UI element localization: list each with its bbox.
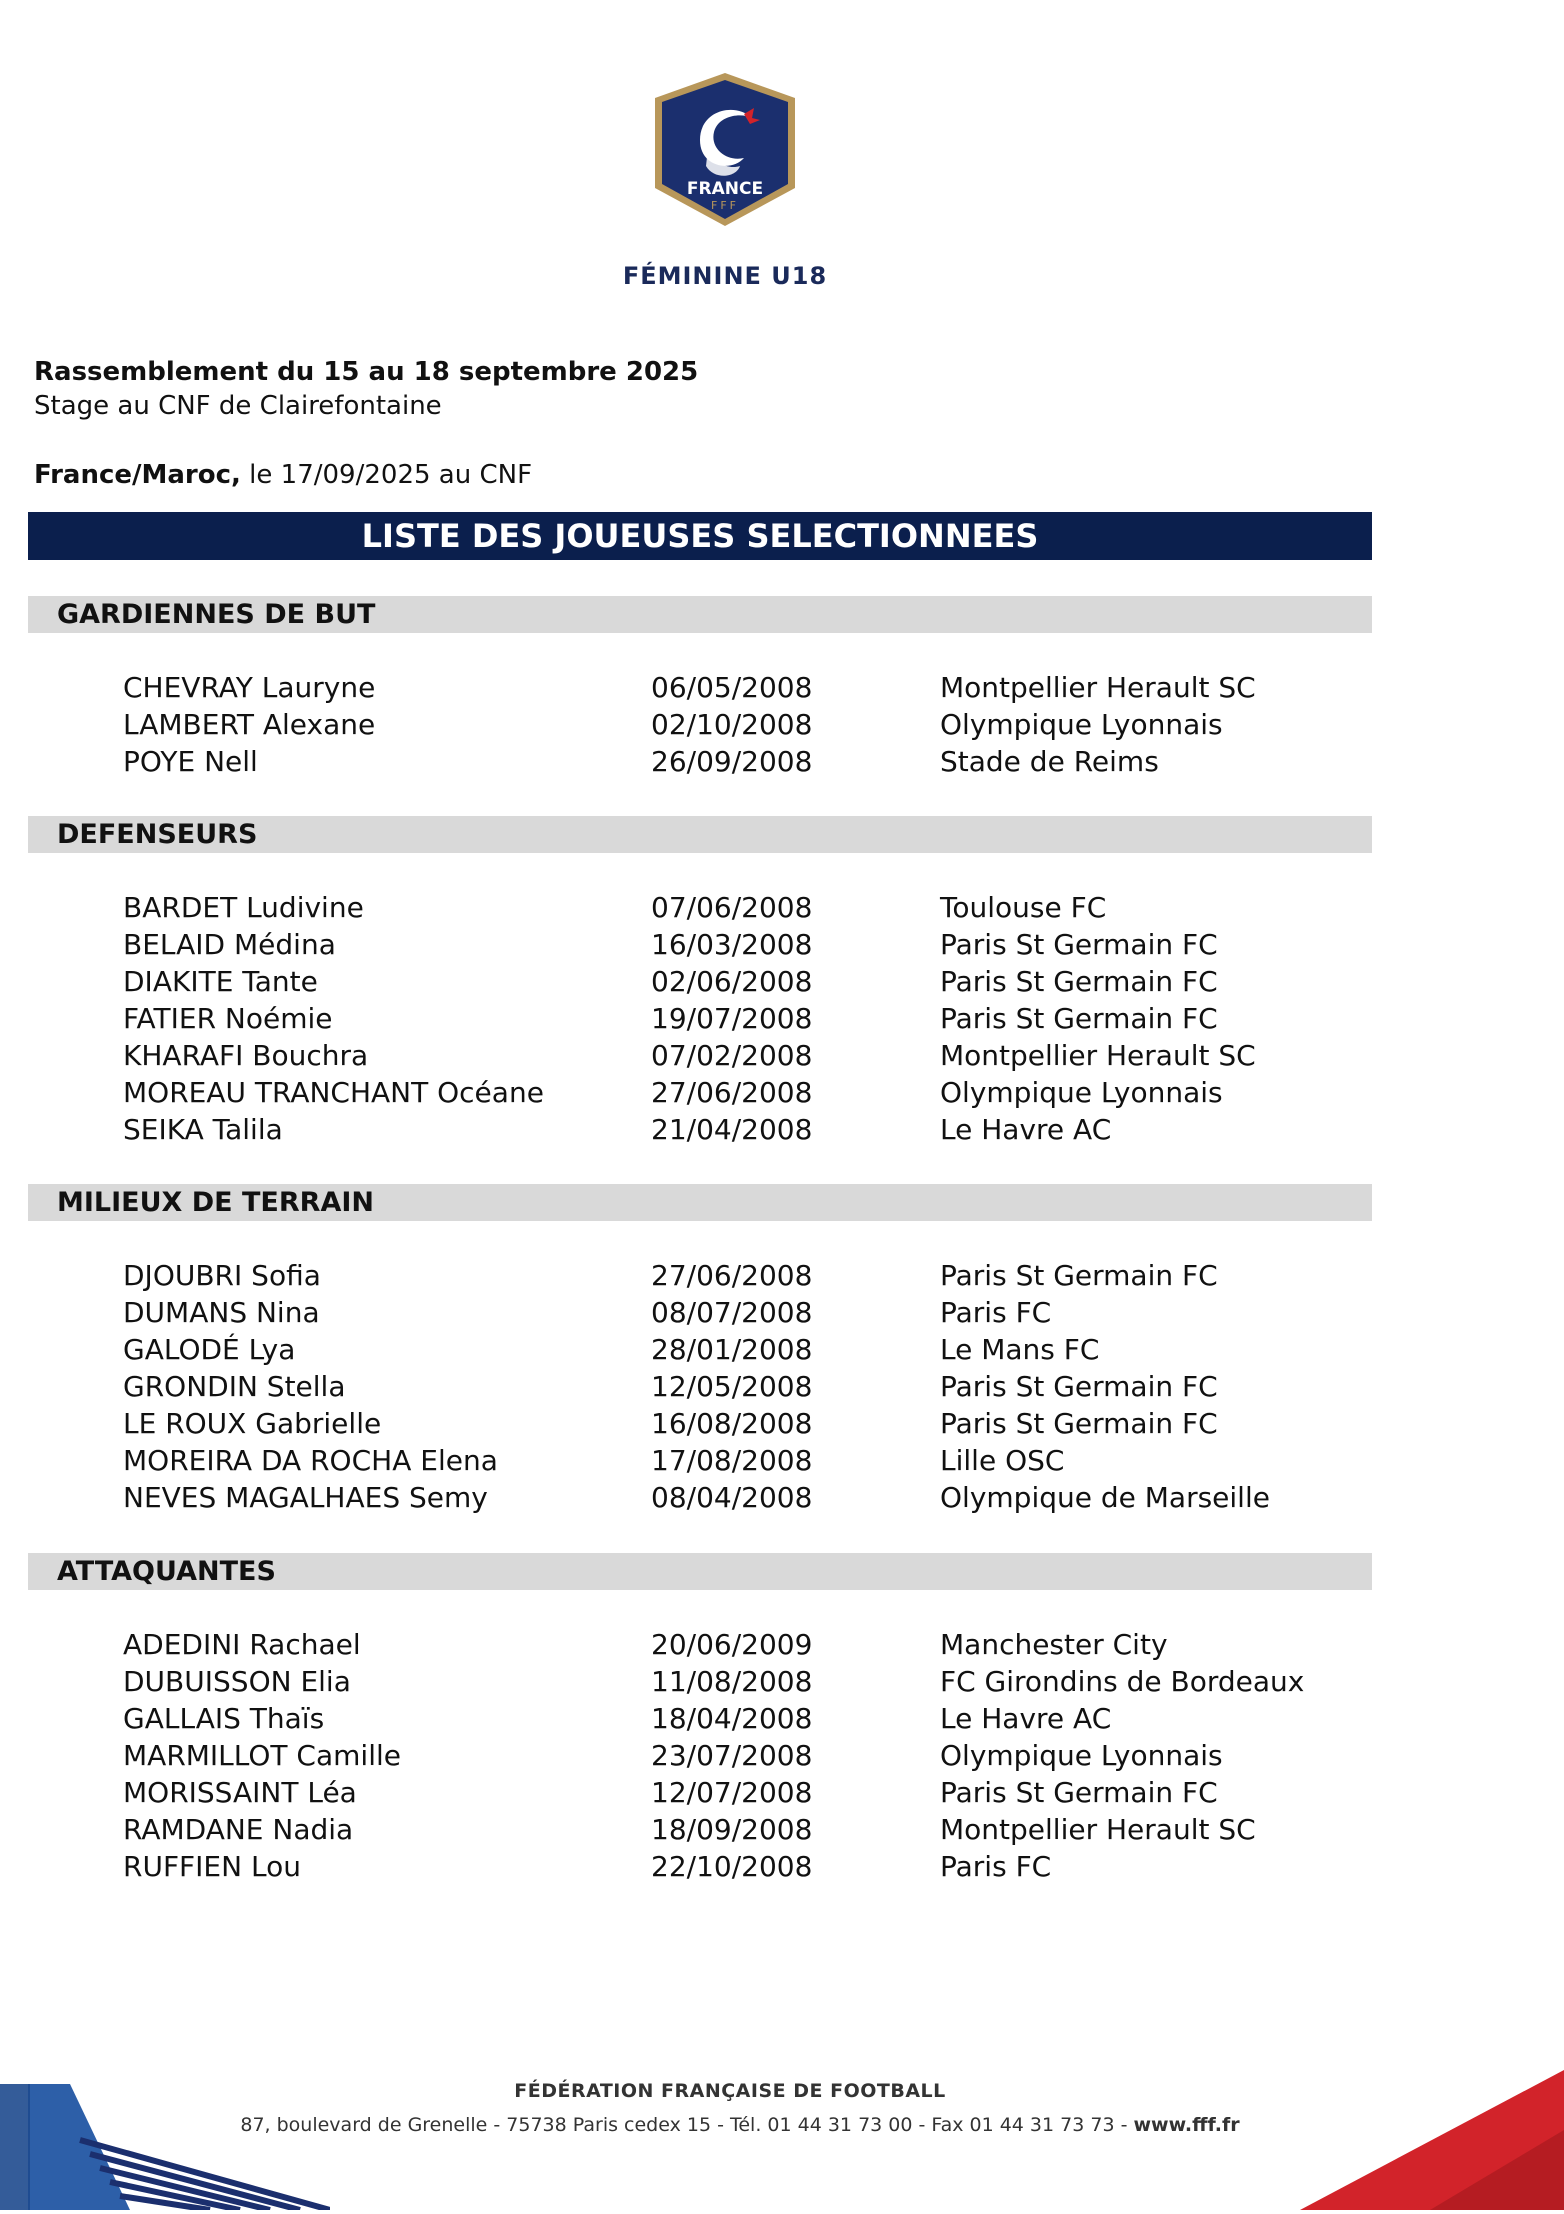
player-name: CHEVRAY Lauryne	[123, 671, 376, 704]
footer-website: www.fff.fr	[1133, 2114, 1240, 2136]
player-birthdate: 12/07/2008	[651, 1776, 813, 1809]
player-club: Montpellier Herault SC	[940, 671, 1256, 704]
player-club: Le Havre AC	[940, 1702, 1112, 1735]
player-row	[28, 1000, 1372, 1037]
player-name: DJOUBRI Sofia	[123, 1259, 321, 1292]
player-name: DIAKITE Tante	[123, 965, 318, 998]
player-name: KHARAFI Bouchra	[123, 1039, 369, 1072]
player-row	[28, 926, 1372, 963]
player-birthdate: 07/02/2008	[651, 1039, 813, 1072]
player-club: Montpellier Herault SC	[940, 1039, 1256, 1072]
player-row	[28, 1700, 1372, 1737]
player-name: POYE Nell	[123, 745, 258, 778]
player-birthdate: 18/04/2008	[651, 1702, 813, 1735]
player-club: Stade de Reims	[940, 745, 1159, 778]
player-birthdate: 08/04/2008	[651, 1481, 813, 1514]
svg-text:FFF: FFF	[711, 199, 739, 212]
player-club: Paris St Germain FC	[940, 1370, 1218, 1403]
player-row	[28, 1626, 1372, 1663]
footer-federation-name: FÉDÉRATION FRANÇAISE DE FOOTBALL	[514, 2080, 946, 2102]
rassemblement-dates: Rassemblement du 15 au 18 septembre 2025	[34, 357, 699, 387]
player-birthdate: 16/03/2008	[651, 928, 813, 961]
player-club: Paris St Germain FC	[940, 965, 1218, 998]
section-heading: MILIEUX DE TERRAIN	[28, 1184, 1372, 1221]
player-row	[28, 1405, 1372, 1442]
list-title: LISTE DES JOUEUSES SELECTIONNEES	[28, 512, 1372, 560]
footer-blue-stripes	[0, 2070, 330, 2210]
player-club: Le Mans FC	[940, 1333, 1100, 1366]
player-club: Paris St Germain FC	[940, 1407, 1218, 1440]
player-birthdate: 28/01/2008	[651, 1333, 813, 1366]
player-row	[28, 1442, 1372, 1479]
player-birthdate: 20/06/2009	[651, 1628, 813, 1661]
player-row	[28, 1811, 1372, 1848]
player-birthdate: 27/06/2008	[651, 1259, 813, 1292]
player-name: LE ROUX Gabrielle	[123, 1407, 382, 1440]
player-name: GALLAIS Thaïs	[123, 1702, 325, 1735]
player-row	[28, 1663, 1372, 1700]
player-row	[28, 1479, 1372, 1516]
player-club: Paris St Germain FC	[940, 1002, 1218, 1035]
player-name: MOREIRA DA ROCHA Elena	[123, 1444, 498, 1477]
player-name: FATIER Noémie	[123, 1002, 333, 1035]
player-row	[28, 1257, 1372, 1294]
section-defenders	[28, 816, 1372, 1148]
section-forwards	[28, 1553, 1372, 1885]
player-club: Montpellier Herault SC	[940, 1813, 1256, 1846]
player-club: Olympique Lyonnais	[940, 1739, 1223, 1772]
section-midfielders	[28, 1184, 1372, 1516]
match-teams: France/Maroc,	[34, 460, 241, 490]
match-date: le 17/09/2025 au CNF	[240, 460, 533, 490]
player-club: Olympique Lyonnais	[940, 1076, 1223, 1109]
player-row	[28, 1111, 1372, 1148]
player-club: Paris FC	[940, 1850, 1052, 1883]
stripe-decoration-icon	[0, 2070, 330, 2210]
footer-address-text: 87, boulevard de Grenelle - 75738 Paris cedex 15 - Tél. 01 44 31 73 00 - Fax 01 44 31 73 73 -	[240, 2114, 1134, 2136]
stage-location: Stage au CNF de Clairefontaine	[34, 391, 442, 421]
player-birthdate: 12/05/2008	[651, 1370, 813, 1403]
player-birthdate: 21/04/2008	[651, 1113, 813, 1146]
player-birthdate: 22/10/2008	[651, 1850, 813, 1883]
player-club: Paris St Germain FC	[940, 928, 1218, 961]
player-birthdate: 18/09/2008	[651, 1813, 813, 1846]
player-name: DUBUISSON Elia	[123, 1665, 351, 1698]
section-goalkeepers	[28, 596, 1372, 780]
player-row	[28, 963, 1372, 1000]
player-birthdate: 27/06/2008	[651, 1076, 813, 1109]
player-birthdate: 06/05/2008	[651, 671, 813, 704]
svg-text:FRANCE: FRANCE	[686, 179, 764, 199]
player-row	[28, 889, 1372, 926]
player-club: Paris St Germain FC	[940, 1259, 1218, 1292]
player-name: GALODÉ Lya	[123, 1333, 296, 1366]
player-row	[28, 1368, 1372, 1405]
fff-crest-icon	[640, 70, 810, 230]
section-heading: ATTAQUANTES	[28, 1553, 1372, 1590]
fff-logo	[640, 70, 810, 230]
player-row	[28, 1294, 1372, 1331]
player-row	[28, 1074, 1372, 1111]
player-name: BELAID Médina	[123, 928, 336, 961]
player-birthdate: 19/07/2008	[651, 1002, 813, 1035]
player-row	[28, 1037, 1372, 1074]
player-birthdate: 02/06/2008	[651, 965, 813, 998]
player-name: MOREAU TRANCHANT Océane	[123, 1076, 544, 1109]
player-club: Olympique de Marseille	[940, 1481, 1270, 1514]
player-name: BARDET Ludivine	[123, 891, 364, 924]
player-birthdate: 02/10/2008	[651, 708, 813, 741]
footer-address	[240, 2114, 1240, 2136]
player-birthdate: 26/09/2008	[651, 745, 813, 778]
match-info	[34, 458, 532, 492]
section-heading: GARDIENNES DE BUT	[28, 596, 1372, 633]
player-row	[28, 1848, 1372, 1885]
footer-red-corner	[1280, 2070, 1564, 2210]
player-row	[28, 706, 1372, 743]
player-name: MORISSAINT Léa	[123, 1776, 357, 1809]
player-club: Lille OSC	[940, 1444, 1065, 1477]
player-club: Toulouse FC	[940, 891, 1107, 924]
player-club: Paris FC	[940, 1296, 1052, 1329]
red-corner-icon	[1280, 2070, 1564, 2210]
player-row	[28, 743, 1372, 780]
player-name: MARMILLOT Camille	[123, 1739, 401, 1772]
player-name: DUMANS Nina	[123, 1296, 320, 1329]
player-club: Olympique Lyonnais	[940, 708, 1223, 741]
player-row	[28, 669, 1372, 706]
player-birthdate: 08/07/2008	[651, 1296, 813, 1329]
section-heading: DEFENSEURS	[28, 816, 1372, 853]
player-birthdate: 23/07/2008	[651, 1739, 813, 1772]
player-club: Paris St Germain FC	[940, 1776, 1218, 1809]
player-birthdate: 16/08/2008	[651, 1407, 813, 1440]
player-birthdate: 11/08/2008	[651, 1665, 813, 1698]
player-name: ADEDINI Rachael	[123, 1628, 361, 1661]
player-name: GRONDIN Stella	[123, 1370, 346, 1403]
player-club: Le Havre AC	[940, 1113, 1112, 1146]
player-name: RAMDANE Nadia	[123, 1813, 354, 1846]
player-name: RUFFIEN Lou	[123, 1850, 301, 1883]
player-birthdate: 07/06/2008	[651, 891, 813, 924]
player-row	[28, 1331, 1372, 1368]
team-subtitle: FÉMININE U18	[622, 262, 828, 290]
player-club: FC Girondins de Bordeaux	[940, 1665, 1305, 1698]
player-name: NEVES MAGALHAES Semy	[123, 1481, 488, 1514]
player-club: Manchester City	[940, 1628, 1168, 1661]
player-birthdate: 17/08/2008	[651, 1444, 813, 1477]
player-name: SEIKA Talila	[123, 1113, 283, 1146]
player-name: LAMBERT Alexane	[123, 708, 376, 741]
player-row	[28, 1737, 1372, 1774]
player-row	[28, 1774, 1372, 1811]
